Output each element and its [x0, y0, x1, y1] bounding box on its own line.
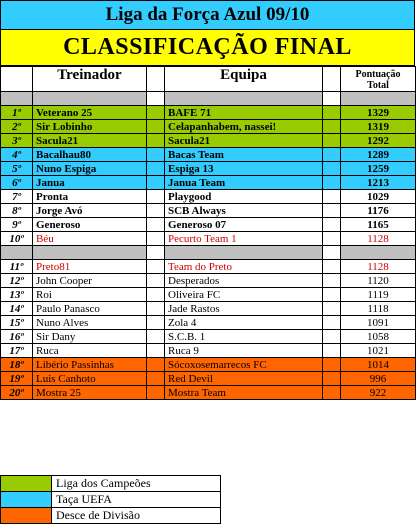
treinador-cell: Roi — [33, 288, 147, 302]
gap-cell — [323, 176, 341, 190]
gap-cell — [323, 190, 341, 204]
total-cell: 1091 — [341, 316, 416, 330]
gap-cell — [323, 260, 341, 274]
equipa-cell: Bacas Team — [165, 148, 323, 162]
position-cell: 2º — [1, 120, 33, 134]
legend — [0, 475, 221, 524]
gap-cell — [147, 260, 165, 274]
column-header-row — [1, 67, 416, 92]
total-cell: 1029 — [341, 190, 416, 204]
legend-swatch-relegation — [1, 508, 52, 524]
equipa-cell: Janua Team — [165, 176, 323, 190]
gap-cell — [323, 344, 341, 358]
equipa-cell: Team do Preto — [165, 260, 323, 274]
table-row — [1, 344, 416, 358]
table-row — [1, 316, 416, 330]
total-label: Total — [367, 80, 389, 91]
legend-item — [1, 476, 221, 492]
bottom-rows — [1, 260, 416, 400]
table-row — [1, 148, 416, 162]
position-cell: 11º — [1, 260, 33, 274]
total-cell: 1119 — [341, 288, 416, 302]
treinador-cell: John Cooper — [33, 274, 147, 288]
position-cell: 6º — [1, 176, 33, 190]
gap-cell — [323, 316, 341, 330]
position-cell: 14º — [1, 302, 33, 316]
gap-cell — [147, 148, 165, 162]
position-cell: 17º — [1, 344, 33, 358]
equipa-cell: Generoso 07 — [165, 218, 323, 232]
treinador-cell: Preto81 — [33, 260, 147, 274]
equipa-cell: S.C.B. 1 — [165, 330, 323, 344]
position-cell: 8º — [1, 204, 33, 218]
treinador-cell: Pronta — [33, 190, 147, 204]
treinador-cell: Bacalhau80 — [33, 148, 147, 162]
treinador-cell: Mostra 25 — [33, 386, 147, 400]
table-row — [1, 232, 416, 246]
total-cell: 1128 — [341, 232, 416, 246]
position-cell: 16º — [1, 330, 33, 344]
position-cell: 10º — [1, 232, 33, 246]
final-standings-heading: CLASSIFICAÇÃO FINAL — [0, 30, 415, 66]
gap-cell — [147, 316, 165, 330]
gap-cell — [323, 358, 341, 372]
position-cell: 19º — [1, 372, 33, 386]
position-cell: 20º — [1, 386, 33, 400]
treinador-cell: Nuno Alves — [33, 316, 147, 330]
table-row — [1, 260, 416, 274]
position-cell: 1º — [1, 106, 33, 120]
position-cell: 7º — [1, 190, 33, 204]
position-cell: 18º — [1, 358, 33, 372]
table-row — [1, 120, 416, 134]
total-cell: 1120 — [341, 274, 416, 288]
top-rows — [1, 106, 416, 246]
total-cell: 1329 — [341, 106, 416, 120]
gap-cell — [323, 372, 341, 386]
gap-cell — [147, 134, 165, 148]
gap-cell — [147, 330, 165, 344]
treinador-cell: Sir Lobinho — [33, 120, 147, 134]
gap-cell — [147, 232, 165, 246]
standings-table — [0, 66, 416, 400]
header-gap — [323, 67, 341, 92]
gap-cell — [147, 358, 165, 372]
equipa-cell: SCB Always — [165, 204, 323, 218]
gap-cell — [323, 274, 341, 288]
table-row — [1, 190, 416, 204]
gap-cell — [147, 372, 165, 386]
equipa-header: Equipa — [165, 67, 323, 92]
position-cell: 9º — [1, 218, 33, 232]
legend-swatch-champions — [1, 476, 52, 492]
gap-cell — [147, 190, 165, 204]
total-cell: 1259 — [341, 162, 416, 176]
gap-cell — [323, 302, 341, 316]
total-cell: 922 — [341, 386, 416, 400]
gap-cell — [147, 302, 165, 316]
equipa-cell: Celapanhabem, nassei! — [165, 120, 323, 134]
legend-label: Liga dos Campeões — [52, 476, 221, 492]
equipa-cell: Playgood — [165, 190, 323, 204]
pontuacao-header — [341, 67, 416, 92]
legend-item — [1, 508, 221, 524]
equipa-cell: Sacula21 — [165, 134, 323, 148]
treinador-cell: Jorge Avó — [33, 204, 147, 218]
treinador-cell: Janua — [33, 176, 147, 190]
position-cell: 5º — [1, 162, 33, 176]
total-cell: 1128 — [341, 260, 416, 274]
gap-cell — [323, 134, 341, 148]
legend-swatch-uefa — [1, 492, 52, 508]
total-cell: 1118 — [341, 302, 416, 316]
table-row — [1, 176, 416, 190]
treinador-cell: Sir Dany — [33, 330, 147, 344]
position-cell: 13º — [1, 288, 33, 302]
gap-cell — [323, 148, 341, 162]
league-title: Liga da Força Azul 09/10 — [0, 0, 415, 30]
equipa-cell: BAFE 71 — [165, 106, 323, 120]
table-row — [1, 302, 416, 316]
gap-cell — [147, 106, 165, 120]
position-cell: 4º — [1, 148, 33, 162]
treinador-cell: Libério Passinhas — [33, 358, 147, 372]
equipa-cell: Ruca 9 — [165, 344, 323, 358]
treinador-cell: Sacula21 — [33, 134, 147, 148]
gap-cell — [323, 106, 341, 120]
gap-cell — [147, 274, 165, 288]
legend-label: Desce de Divisão — [52, 508, 221, 524]
gap-cell — [147, 344, 165, 358]
equipa-cell: Sócoxosemarrecos FC — [165, 358, 323, 372]
table-row — [1, 372, 416, 386]
gap-cell — [323, 120, 341, 134]
table-row — [1, 218, 416, 232]
table-row — [1, 288, 416, 302]
gap-cell — [147, 288, 165, 302]
gap-cell — [323, 330, 341, 344]
gap-cell — [147, 218, 165, 232]
position-cell: 15º — [1, 316, 33, 330]
gap-cell — [147, 162, 165, 176]
treinador-cell: Béu — [33, 232, 147, 246]
total-cell: 996 — [341, 372, 416, 386]
legend-item — [1, 492, 221, 508]
header-gap — [147, 67, 165, 92]
position-cell: 12º — [1, 274, 33, 288]
table-row — [1, 358, 416, 372]
equipa-cell: Oliveira FC — [165, 288, 323, 302]
gap-cell — [147, 176, 165, 190]
treinador-cell: Veterano 25 — [33, 106, 147, 120]
gap-cell — [323, 288, 341, 302]
table-row — [1, 330, 416, 344]
gap-cell — [147, 120, 165, 134]
equipa-cell: Red Devil — [165, 372, 323, 386]
total-cell: 1176 — [341, 204, 416, 218]
treinador-cell: Paulo Panasco — [33, 302, 147, 316]
table-row — [1, 106, 416, 120]
treinador-cell: Ruca — [33, 344, 147, 358]
total-cell: 1165 — [341, 218, 416, 232]
separator-row — [1, 92, 416, 106]
treinador-cell: Luis Canhoto — [33, 372, 147, 386]
table-row — [1, 274, 416, 288]
gap-cell — [323, 204, 341, 218]
table-row — [1, 134, 416, 148]
separator-row — [1, 246, 416, 260]
treinador-header: Treinador — [33, 67, 147, 92]
table-row — [1, 204, 416, 218]
total-cell: 1021 — [341, 344, 416, 358]
total-cell: 1014 — [341, 358, 416, 372]
total-cell: 1213 — [341, 176, 416, 190]
gap-cell — [147, 386, 165, 400]
table-row — [1, 162, 416, 176]
gap-cell — [323, 386, 341, 400]
position-cell: 3º — [1, 134, 33, 148]
equipa-cell: Zola 4 — [165, 316, 323, 330]
table-row — [1, 386, 416, 400]
equipa-cell: Mostra Team — [165, 386, 323, 400]
equipa-cell: Pecurto Team 1 — [165, 232, 323, 246]
position-header — [1, 67, 33, 92]
equipa-cell: Desperados — [165, 274, 323, 288]
treinador-cell: Generoso — [33, 218, 147, 232]
legend-label: Taça UEFA — [52, 492, 221, 508]
total-cell: 1319 — [341, 120, 416, 134]
total-cell: 1289 — [341, 148, 416, 162]
equipa-cell: Espiga 13 — [165, 162, 323, 176]
total-cell: 1058 — [341, 330, 416, 344]
gap-cell — [147, 204, 165, 218]
gap-cell — [323, 218, 341, 232]
gap-cell — [323, 232, 341, 246]
equipa-cell: Jade Rastos — [165, 302, 323, 316]
pontuacao-label: Pontuação — [355, 69, 401, 80]
gap-cell — [323, 162, 341, 176]
total-cell: 1292 — [341, 134, 416, 148]
treinador-cell: Nuno Espiga — [33, 162, 147, 176]
